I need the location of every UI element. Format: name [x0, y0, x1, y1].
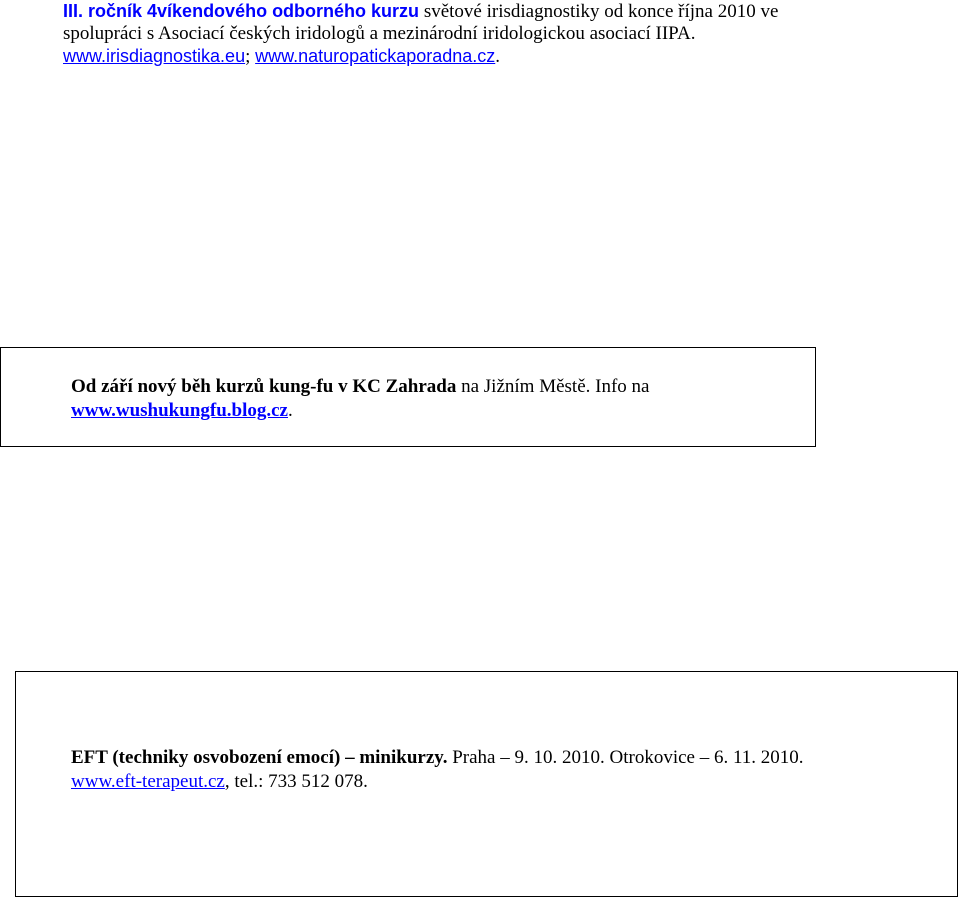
kungfu-announcement-box [0, 347, 816, 447]
eft-line-1 [71, 746, 804, 770]
irisdiagnostika-link[interactable]: www.irisdiagnostika.eu [63, 46, 246, 66]
kungfu-end: . [288, 400, 293, 421]
kungfu-headline: Od září nový běh kurzů kung-fu v KC Zahrada [71, 376, 457, 397]
eft-dates: Praha – 9. 10. 2010. Otrokovice – 6. 11. 2010. [447, 747, 804, 768]
eft-line-2 [71, 770, 804, 794]
intro-line-1-text: světové irisdiagnostiky od konce října 2010 ve [419, 1, 779, 22]
intro-line-3 [63, 45, 778, 68]
kungfu-line-1 [71, 375, 649, 399]
intro-paragraph [63, 0, 778, 68]
eft-phone: , tel.: 733 512 078. [224, 771, 368, 792]
course-title: III. ročník 4víkendového odborného kurzu [63, 1, 420, 21]
wushukungfu-link[interactable]: www.wushukungfu.blog.cz [71, 400, 288, 421]
intro-line-2: spolupráci s Asociací českých iridologů a mezinárodní iridologickou asociací IIPA. [63, 23, 696, 44]
eft-announcement-box [15, 671, 958, 897]
kungfu-text [71, 375, 649, 423]
link-separator: ; [245, 46, 256, 67]
kungfu-info: na Jižním Městě. Info na [456, 376, 650, 397]
kungfu-line-2 [71, 399, 649, 423]
intro-line-1 [63, 0, 778, 23]
naturopatickaporadna-link[interactable]: www.naturopatickaporadna.cz [255, 46, 496, 66]
eft-headline: EFT (techniky osvobození emocí) – minikurzy. [71, 747, 448, 768]
intro-end: . [495, 46, 501, 67]
eft-text [71, 746, 804, 794]
eft-terapeut-link[interactable]: www.eft-terapeut.cz [71, 771, 225, 792]
